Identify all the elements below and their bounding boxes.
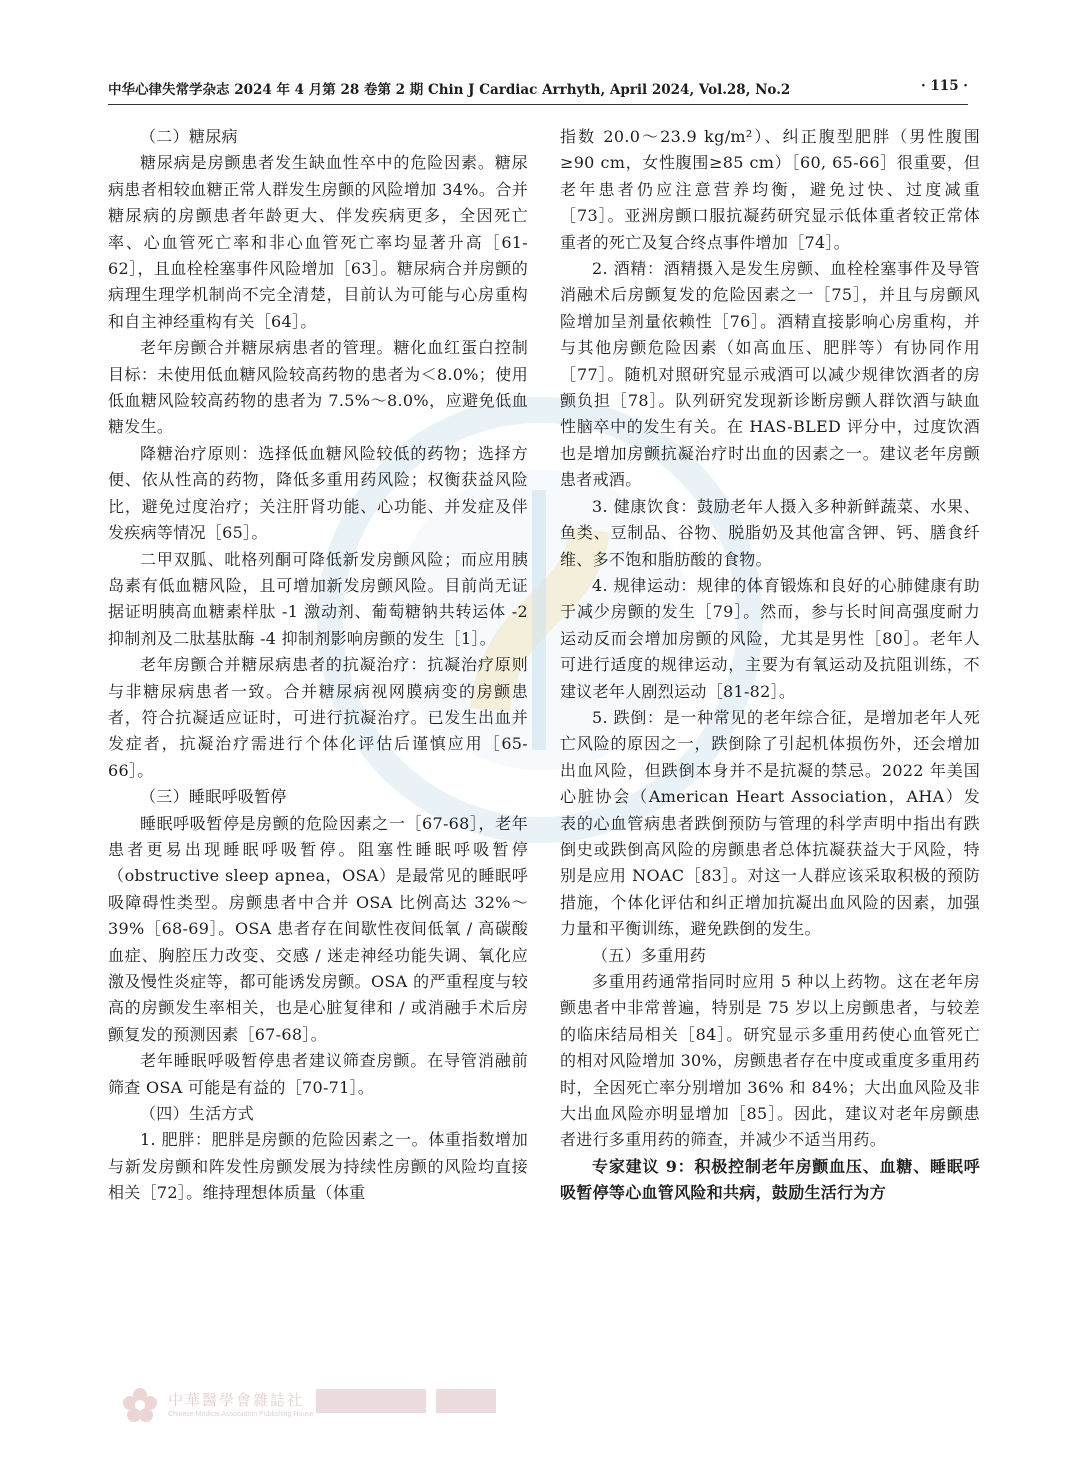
section-heading-sleep-apnea: （三）睡眠呼吸暂停	[140, 787, 287, 807]
left-column	[108, 124, 528, 1304]
journal-citation: 中华心律失常学杂志 2024 年 4 月第 28 卷第 2 期 Chin J Cardiac Arrhyth, April 2024, Vol.28, No.2	[108, 82, 791, 98]
paragraph: 多重用药通常指同时应用 5 种以上药物。这在老年房颤患者中非常普遍，特别是 75 岁以上房颤患者，与较差的临床结局相关［84］。研究显示多重用药使心血管死亡的相对风险增加 30%，房颤患者存在中度或重度多重用药时，全因死亡率分别增加 36% 和 84%；大出血风险及非大出血风险亦明显增加［85］。因此，建议对老年房颤患者进行多重用药的筛查，并减少不适当用药。	[560, 972, 980, 1150]
expert-recommendation: 专家建议 9：积极控制老年房颤血压、血糖、睡眠呼吸暂停等心血管风险和共病，鼓励生活行为方	[560, 1156, 980, 1203]
paragraph: 4. 规律运动：规律的体育锻炼和良好的心肺健康有助于减少房颤的发生［79］。然而，参与长时间高强度耐力运动反而会增加房颤的风险，尤其是男性［80］。老年人可进行适度的规律运动，主要为有氧运动及抗阻训练，不建议老年人剧烈运动［81-82］。	[560, 575, 980, 701]
publisher-logo	[120, 1385, 500, 1429]
publisher-name-en: Chinese Medical Association Publishing House	[168, 1411, 314, 1418]
paragraph: 老年睡眠呼吸暂停患者建议筛查房颤。在导管消融前筛查 OSA 可能是有益的［70-71］。	[108, 1051, 528, 1097]
paragraph: 老年房颤合并糖尿病患者的抗凝治疗：抗凝治疗原则与非糖尿病患者一致。合并糖尿病视网膜病变的房颤患者，符合抗凝适应证时，可进行抗凝治疗。已发生出血并发症者，抗凝治疗需进行个体化评估后谨慎应用［65-66］。	[108, 655, 528, 780]
paragraph: 睡眠呼吸暂停是房颤的危险因素之一［67-68］，老年患者更易出现睡眠呼吸暂停。阻塞性睡眠呼吸暂停（obstructive sleep apnea，OSA）是最常见的睡眠呼吸障碍性类型。房颤患者中合并 OSA 比例高达 32%～39%［68-69］。OSA 患者存在间歇性夜间低氧 / 高碳酸血症、胸腔压力改变、交感 / 迷走神经功能失调、氧化应激及慢性炎症等，都可能诱发房颤。OSA 的严重程度与较高的房颤发生率相关，也是心脏复律和 / 或消融手术后房颤复发的预测因素［67-68］。	[108, 813, 528, 1044]
section-heading-polypharmacy: （五）多重用药	[592, 945, 707, 965]
paragraph: 糖尿病是房颤患者发生缺血性卒中的危险因素。糖尿病患者相较血糖正常人群发生房颤的风险增加 34%。合并糖尿病的房颤患者年龄更大、伴发疾病更多，全因死亡率、心血管死亡率和非心血管死亡率均显著升高［61-62］，且血栓栓塞事件风险增加［63］。糖尿病合并房颤的病理生理学机制尚不完全清楚，目前认为可能与心房重构和自主神经重构有关［64］。	[108, 153, 528, 331]
paragraph: 老年房颤合并糖尿病患者的管理。糖化血红蛋白控制目标：未使用低血糖风险较高药物的患者为＜8.0%；使用低血糖风险较高药物的患者为 7.5%～8.0%，应避免低血糖发生。	[108, 338, 528, 437]
paragraph-continued: 指数 20.0～23.9 kg/m²）、纠正腹型肥胖（男性腹围≥90 cm，女性腹围≥85 cm）［60, 65-66］很重要，但老年患者仍应注意营养均衡，避免过快、过度减重［73］。亚洲房颤口服抗凝药研究显示低体重者较正常体重者的死亡及复合终点事件增加［74］。	[560, 127, 980, 252]
paragraph: 降糖治疗原则：选择低血糖风险较低的药物；选择方便、依从性高的药物，降低多重用药风险；权衡获益风险比，避免过度治疗；关注肝肾功能、心功能、并发症及伴发疾病等情况［65］。	[108, 443, 528, 543]
section-heading-diabetes: （二）糖尿病	[140, 127, 238, 146]
paragraph: 5. 跌倒：是一种常见的老年综合征，是增加老年人死亡风险的原因之一，跌倒除了引起机体损伤外，还会增加出血风险，但跌倒本身并不是抗凝的禁忌。2022 年美国心脏协会（American Heart Association，AHA）发表的心血管病患者跌倒预防与管理的科学声明中指出有跌倒史或跌倒高风险的房颤患者总体抗凝获益大于风险，特别是应用 NOAC［83］。对这一人群应该采取积极的预防措施，个体化评估和纠正增加抗凝出血风险的因素，加强力量和平衡训练，避免跌倒的发生。	[560, 707, 980, 939]
paragraph: 二甲双胍、吡格列酮可降低新发房颤风险；而应用胰岛素有低血糖风险，且可增加新发房颤风险。目前尚无证据证明胰高血糖素样肽 -1 激动剂、葡萄糖钠共转运体 -2 抑制剂及二肽基肽酶 -4 抑制剂影响房颤的发生［1］。	[108, 549, 528, 648]
paragraph: 2. 酒精：酒精摄入是发生房颤、血栓栓塞事件及导管消融术后房颤复发的危险因素之一［75］，并且与房颤风险增加呈剂量依赖性［76］。酒精直接影响心房重构，并与其他房颤危险因素（如高血压、肥胖等）有协同作用［77］。随机对照研究显示戒酒可以减少规律饮酒者的房颤负担［78］。队列研究发现新诊断房颤人群饮酒与缺血性脑卒中的发生有关。在 HAS-BLED 评分中，过度饮酒也是增加房颤抗凝治疗时出血的因素之一。建议老年房颤患者戒酒。	[560, 259, 980, 490]
logo-block	[316, 1389, 426, 1413]
header-rule	[108, 104, 968, 105]
paragraph: 3. 健康饮食：鼓励老年人摄入多种新鲜蔬菜、水果、鱼类、豆制品、谷物、脱脂奶及其他富含钾、钙、膳食纤维、多不饱和脂肪酸的食物。	[560, 496, 980, 569]
paragraph: 1. 肥胖：肥胖是房颤的危险因素之一。体重指数增加与新发房颤和阵发性房颤发展为持续性房颤的风险均直接相关［72］。维持理想体质量（体重	[108, 1130, 528, 1203]
right-column	[560, 124, 980, 1304]
running-header	[108, 78, 968, 102]
publisher-name-cn: 中華醫學會雜誌社	[168, 1391, 305, 1409]
section-heading-lifestyle: （四）生活方式	[140, 1104, 255, 1124]
flower-logo-icon	[120, 1385, 160, 1425]
logo-block	[436, 1389, 496, 1413]
page-number: · 115 ·	[921, 78, 968, 94]
